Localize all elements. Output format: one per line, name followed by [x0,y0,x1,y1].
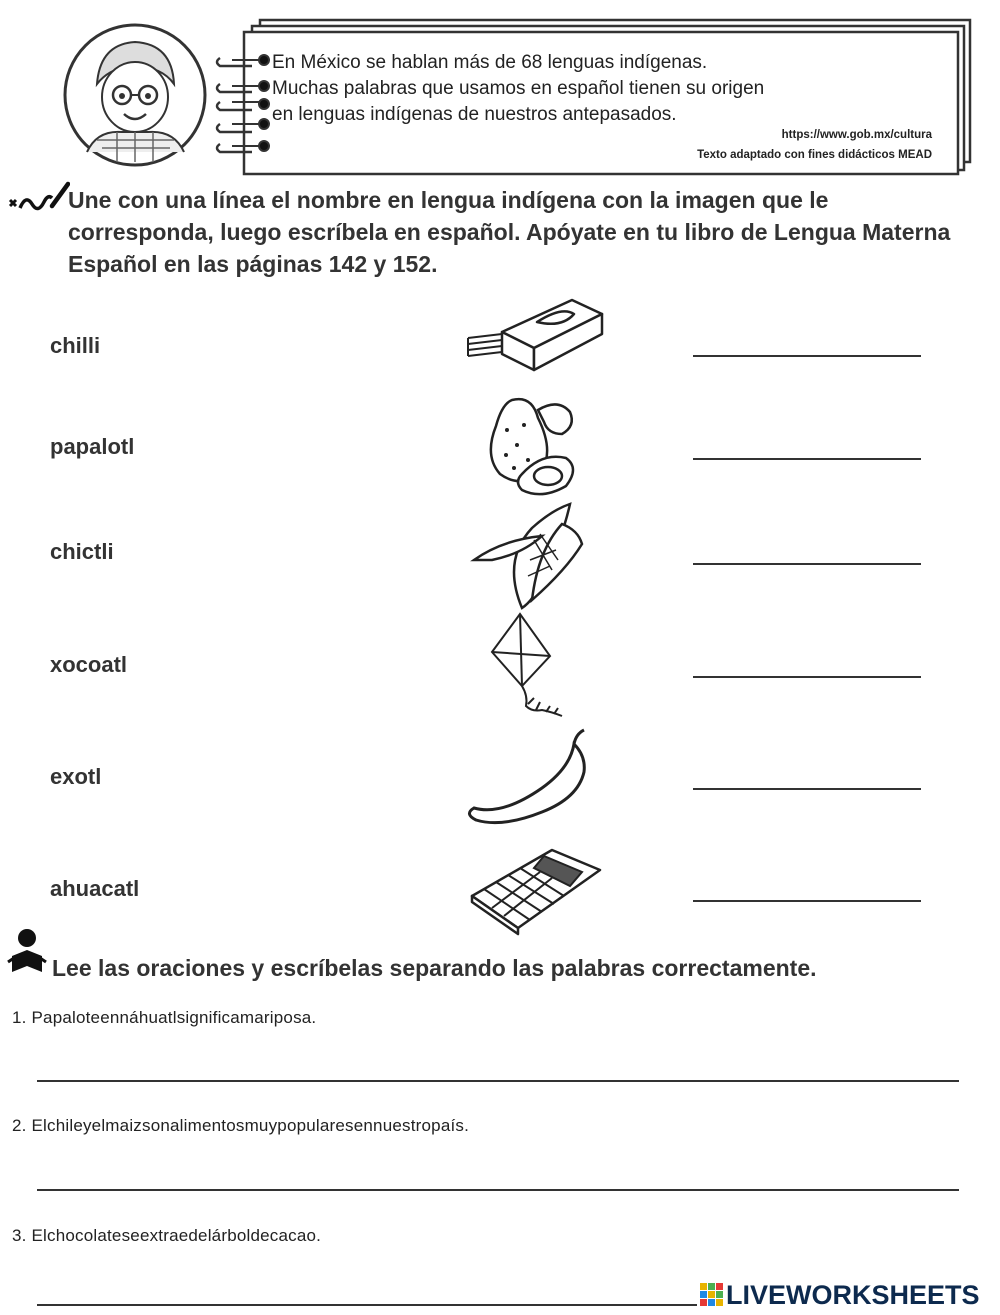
instruction-match: Une con una línea el nombre en lengua indígena con la imagen que le corresponda, luego escríbela en español. Apóyate en tu libro de Lengua Materna Español en las páginas 142 y 152. [68,187,951,277]
answer-blank[interactable] [693,355,921,357]
sentence-answer-line[interactable] [37,1304,697,1306]
logo-blocks-icon [700,1283,724,1307]
note-line: en lenguas indígenas de nuestros antepasados. [272,104,677,125]
child-reading-icon [6,928,48,976]
word-item: papalotl [50,434,135,459]
word-item: ahuacatl [50,876,140,901]
kite-icon [462,612,612,722]
answer-blank[interactable] [693,788,921,790]
word-item: chilli [50,333,101,358]
chocolate-bar-icon [462,842,612,938]
logo-text: LIVEWORKSHEETS [726,1280,980,1310]
boy-avatar-icon [62,22,208,168]
answer-blank[interactable] [693,676,921,678]
note-text [272,50,764,128]
answer-blank[interactable] [693,563,921,565]
instruction-separate: Lee las oraciones y escríbelas separando las palabras correctamente. [52,955,817,981]
note-line: Muchas palabras que usamos en español tienen su origen [272,78,765,99]
sentence-prompt: 3. Elchocolateseextraedelárboldecacao. [12,1226,322,1245]
pencil-scribble-icon [6,180,70,216]
sentence-answer-line[interactable] [37,1189,959,1191]
word-item: exotl [50,764,102,789]
source-credit: Texto adaptado con fines didácticos MEAD [697,149,932,161]
avocado-icon [462,390,612,500]
answer-blank[interactable] [693,458,921,460]
corn-icon [462,500,612,610]
source-url: https://www.gob.mx/cultura [781,129,932,141]
chewing-gum-icon [462,292,612,376]
sentence-answer-line[interactable] [37,1080,959,1082]
chili-pepper-icon [462,728,612,828]
sentence-prompt: 2. Elchileyelmaizsonalimentosmuypopularesennuestropaís. [12,1116,470,1135]
word-item: chictli [50,539,114,564]
note-line: En México se hablan más de 68 lenguas indígenas. [272,52,708,73]
liveworksheets-logo[interactable] [700,1280,980,1312]
spiral-rings [212,50,262,160]
sentence-prompt: 1. Papaloteennáhuatlsignificamariposa. [12,1008,317,1027]
word-item: xocoatl [50,652,128,677]
answer-blank[interactable] [693,900,921,902]
